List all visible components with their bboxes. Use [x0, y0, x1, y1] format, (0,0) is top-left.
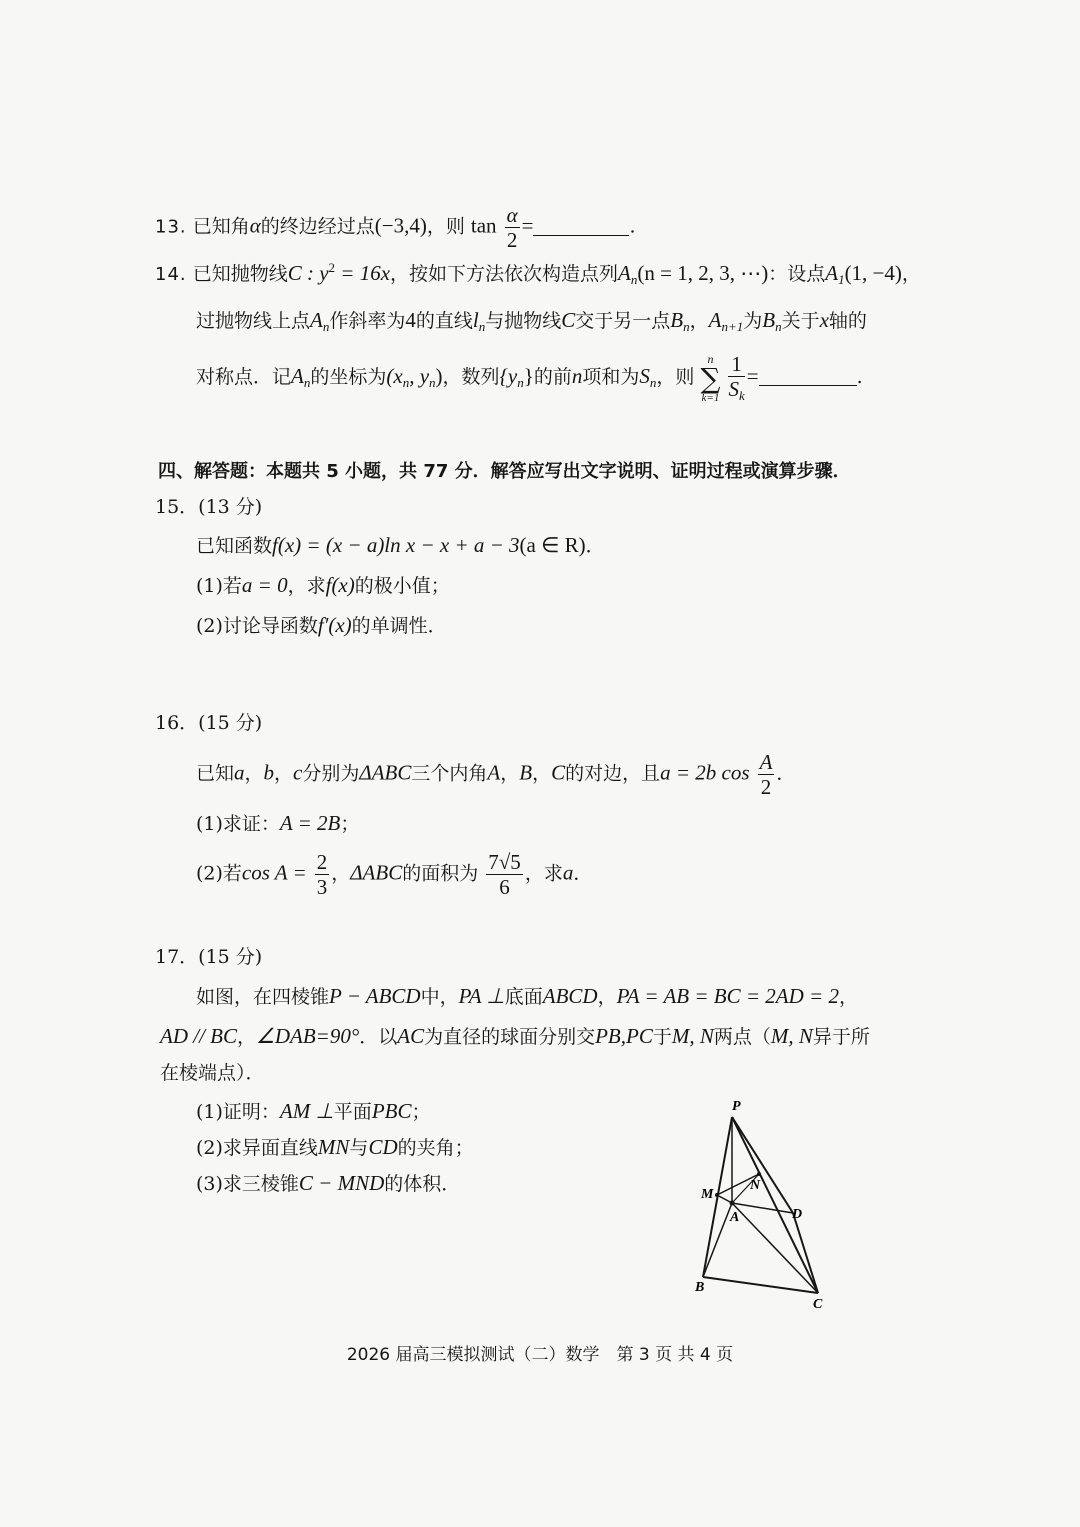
text: 的面积为 [402, 862, 479, 885]
math: n [303, 375, 311, 391]
text: 项和为 [582, 366, 640, 389]
math: (n = 1, 2, 3, ⋯) [637, 261, 769, 285]
question-16-part-2 [196, 850, 592, 899]
text: 为直径的球面分别交 [424, 1026, 596, 1048]
math: A [708, 308, 722, 332]
math: tan [470, 213, 497, 238]
question-15-header: 15．(13 分) [155, 496, 263, 518]
math: 2 [328, 260, 336, 275]
question-14-line-3 [196, 352, 863, 404]
math: (−3,4) [374, 213, 427, 238]
fraction-numerator: 7√5 [488, 850, 521, 874]
text: 的体积． [384, 1173, 461, 1195]
math: f′(x) [317, 613, 352, 637]
text: 的单调性． [351, 615, 447, 637]
edge-PD [732, 1117, 793, 1213]
math: ΔABC [359, 760, 412, 785]
fraction-denominator [728, 377, 744, 404]
text: (2)若 [196, 862, 242, 885]
text: ； [411, 1101, 431, 1123]
text: (1)证明： [196, 1101, 280, 1123]
math: C − MND [298, 1171, 385, 1195]
math: AM ⊥ [279, 1099, 334, 1123]
point-A [730, 1201, 735, 1206]
text: ．以 [359, 1026, 398, 1048]
math: C : y [287, 261, 329, 285]
math: ABCD [542, 984, 598, 1008]
math: PBC [371, 1099, 412, 1123]
math: c [293, 760, 303, 785]
fraction [758, 750, 775, 799]
fraction-denominator: 2 [760, 775, 772, 800]
question-15-part-2 [196, 612, 447, 639]
math: l [472, 308, 479, 332]
text: 的极小值； [354, 575, 450, 597]
fraction-numerator: A [759, 750, 773, 774]
question-number: 14. [155, 264, 187, 285]
label-P: P [732, 1099, 741, 1114]
text: 底面 [504, 986, 543, 1008]
math: S [639, 364, 650, 389]
math: (a ∈ R) [519, 533, 586, 557]
text: ， [901, 263, 921, 285]
text: 的直线 [415, 310, 473, 332]
question-17-line-3: 在棱端点）． [160, 1062, 265, 1084]
pyramid-figure [690, 1095, 840, 1315]
math: cos A = [241, 860, 307, 885]
math: ∠DAB=90° [256, 1024, 360, 1048]
label-B: B [695, 1280, 705, 1295]
math: , y [409, 364, 430, 389]
text: (3)求三棱锥 [196, 1173, 299, 1195]
text: 两点（ [713, 1026, 771, 1048]
math: A [291, 364, 304, 389]
text: 平面 [333, 1101, 372, 1123]
text: 过抛物线上点 [196, 310, 311, 332]
math: (1, −4) [844, 261, 902, 285]
math: a = 0 [241, 573, 288, 597]
text: ，数列 [442, 366, 500, 389]
text: 对称点．记 [196, 366, 292, 389]
math: n [402, 375, 410, 391]
math: n [478, 319, 486, 334]
text: 已知函数 [196, 535, 273, 557]
label-C: C [813, 1297, 823, 1312]
text: 异于所 [812, 1026, 870, 1048]
text: ，求 [287, 575, 326, 597]
answer-blank[interactable] [759, 385, 857, 386]
fraction-numerator: 1 [728, 352, 744, 377]
edge-AC [732, 1203, 818, 1293]
text: ，按如下方法依次构造点列 [390, 263, 619, 285]
math: 4 [405, 308, 416, 332]
fraction-numerator: α [506, 203, 518, 227]
math: a [562, 860, 574, 885]
text: ，则 [426, 215, 465, 238]
text: 为 [743, 310, 763, 332]
math: PA = AB = BC = 2AD = 2 [616, 984, 839, 1008]
math: n [649, 375, 657, 391]
text: ，则 [656, 366, 695, 389]
text: 的前 [533, 366, 572, 389]
fraction-denominator: 6 [499, 875, 510, 900]
fraction-denominator: 2 [506, 228, 518, 253]
text: ， [331, 862, 351, 885]
section-title: 四、解答题：本题共 5 小题，共 77 分．解答应写出文字说明、证明过程或演算步骤． [158, 461, 851, 482]
question-16-header: 16．(15 分) [155, 712, 263, 734]
text: (2)求异面直线 [196, 1137, 318, 1159]
math: P − ABCD [329, 984, 421, 1008]
text: ． [585, 535, 605, 557]
text: (1)若 [196, 575, 242, 597]
math: } [523, 364, 534, 389]
math: M, N [770, 1024, 813, 1048]
text: 交于另一点 [575, 310, 671, 332]
question-16-stem: 已知a，b，c分别为ΔABC三个内角A，B，C的对边，且a = 2b cos $\frac{A}{2}$ ． [196, 750, 796, 800]
math: PA ⊥ [458, 984, 505, 1008]
math: A [487, 760, 501, 785]
fraction-numerator: 2 [316, 850, 328, 874]
question-14-line-2 [196, 307, 867, 335]
math: 1 [838, 272, 845, 287]
sum-lower: k=1 [701, 391, 720, 404]
math: b [263, 760, 275, 785]
summation [700, 353, 720, 404]
math: B [762, 308, 776, 332]
math: ) [435, 364, 443, 389]
math: B [670, 308, 684, 332]
math: x [819, 308, 829, 332]
text: (1)求证： [196, 813, 280, 835]
fraction [315, 850, 330, 899]
label-M: M [701, 1187, 714, 1202]
text: (2)讨论导函数 [196, 615, 318, 637]
text: . [856, 366, 863, 389]
math: (x [386, 364, 403, 389]
fraction-denominator: 3 [316, 875, 328, 900]
text: 已知 [196, 762, 235, 785]
fraction [728, 352, 744, 404]
text: ， [244, 762, 264, 785]
question-number: 13. [155, 216, 187, 238]
math: ΔABC [350, 860, 403, 885]
math: = 16x [335, 261, 391, 285]
edge-AB [703, 1203, 732, 1277]
point-M [715, 1193, 719, 1197]
text: 的终边经过点 [260, 215, 375, 238]
edge-BC [703, 1277, 818, 1293]
math: n [571, 364, 583, 389]
math: f(x) [325, 573, 355, 597]
math: n [683, 319, 690, 334]
text: 三个内角 [411, 762, 488, 785]
question-17-line-1 [196, 983, 858, 1010]
fraction [505, 203, 520, 252]
text: 中， [420, 986, 459, 1008]
text: 与抛物线 [485, 310, 562, 332]
math: PB,PC [595, 1024, 653, 1048]
text: ， [838, 986, 858, 1008]
text: ． [776, 762, 796, 785]
math: n [630, 272, 638, 287]
question-17-line-2 [160, 1023, 870, 1050]
question-15-stem [196, 532, 605, 559]
text: 已知抛物线 [192, 263, 288, 285]
text: 作斜率为 [329, 310, 406, 332]
text: ， [237, 1026, 257, 1048]
question-17-part-1 [196, 1098, 431, 1125]
page-footer: 2026 届高三模拟测试（二）数学 第 3 页 共 4 页 [346, 1345, 734, 1365]
math: M, N [671, 1024, 714, 1048]
question-13 [155, 203, 636, 252]
text: ， [689, 310, 709, 332]
text: 轴的 [828, 310, 867, 332]
math: MN [317, 1135, 350, 1159]
math: n [322, 319, 330, 334]
math: = [746, 364, 759, 389]
math: k [738, 388, 745, 404]
question-17-part-2 [196, 1134, 474, 1161]
answer-blank[interactable] [533, 235, 629, 236]
math: a [234, 760, 245, 785]
text: 关于 [781, 310, 820, 332]
text: 与 [349, 1137, 369, 1159]
math: a = 2b cos [660, 760, 750, 785]
fraction [486, 850, 523, 899]
math: A [618, 261, 631, 285]
point-N [757, 1172, 761, 1176]
text: ， [597, 986, 617, 1008]
label-D: D [792, 1207, 803, 1222]
math: B [519, 760, 533, 785]
math: = [521, 213, 534, 238]
text: 已知角 [192, 215, 250, 238]
text: ． [573, 862, 593, 885]
math: n [517, 375, 524, 391]
math: n [429, 375, 436, 391]
text: 的对边，且 [565, 762, 661, 785]
question-17-part-3 [196, 1170, 460, 1197]
math: AD // BC [160, 1024, 237, 1048]
question-17-header: 17．(15 分) [155, 946, 263, 968]
label-N: N [750, 1178, 761, 1193]
text: 的坐标为 [310, 366, 387, 389]
text: ； [340, 813, 360, 835]
text: 于 [652, 1026, 672, 1048]
sum-symbol: ∑ [700, 361, 721, 395]
math: {y [499, 364, 518, 389]
math: n [775, 319, 782, 334]
math: C [551, 760, 566, 785]
math: CD [368, 1135, 398, 1159]
math: A [310, 308, 323, 332]
text: ，求 [524, 862, 563, 885]
math: AC [397, 1024, 425, 1048]
math: A [825, 261, 839, 285]
segment-AM [717, 1195, 732, 1203]
math: α [249, 213, 261, 238]
text: 如图，在四棱锥 [196, 986, 330, 1008]
math: n+1 [721, 319, 744, 334]
text: 分别为 [302, 762, 360, 785]
math: S [728, 377, 739, 402]
question-16-part-1 [196, 810, 359, 837]
text: ：设点 [768, 263, 826, 285]
text: . [629, 215, 636, 238]
math: C [561, 308, 576, 332]
question-15-part-1 [196, 572, 450, 599]
math: A = 2B [279, 811, 341, 835]
sum-upper: n [707, 351, 714, 366]
text: 的夹角； [397, 1137, 474, 1159]
math: f(x) = (x − a)ln x − x + a − 3 [272, 533, 520, 557]
label-A: A [730, 1210, 740, 1225]
question-14-line-1 [155, 260, 921, 288]
text: ， [274, 762, 294, 785]
